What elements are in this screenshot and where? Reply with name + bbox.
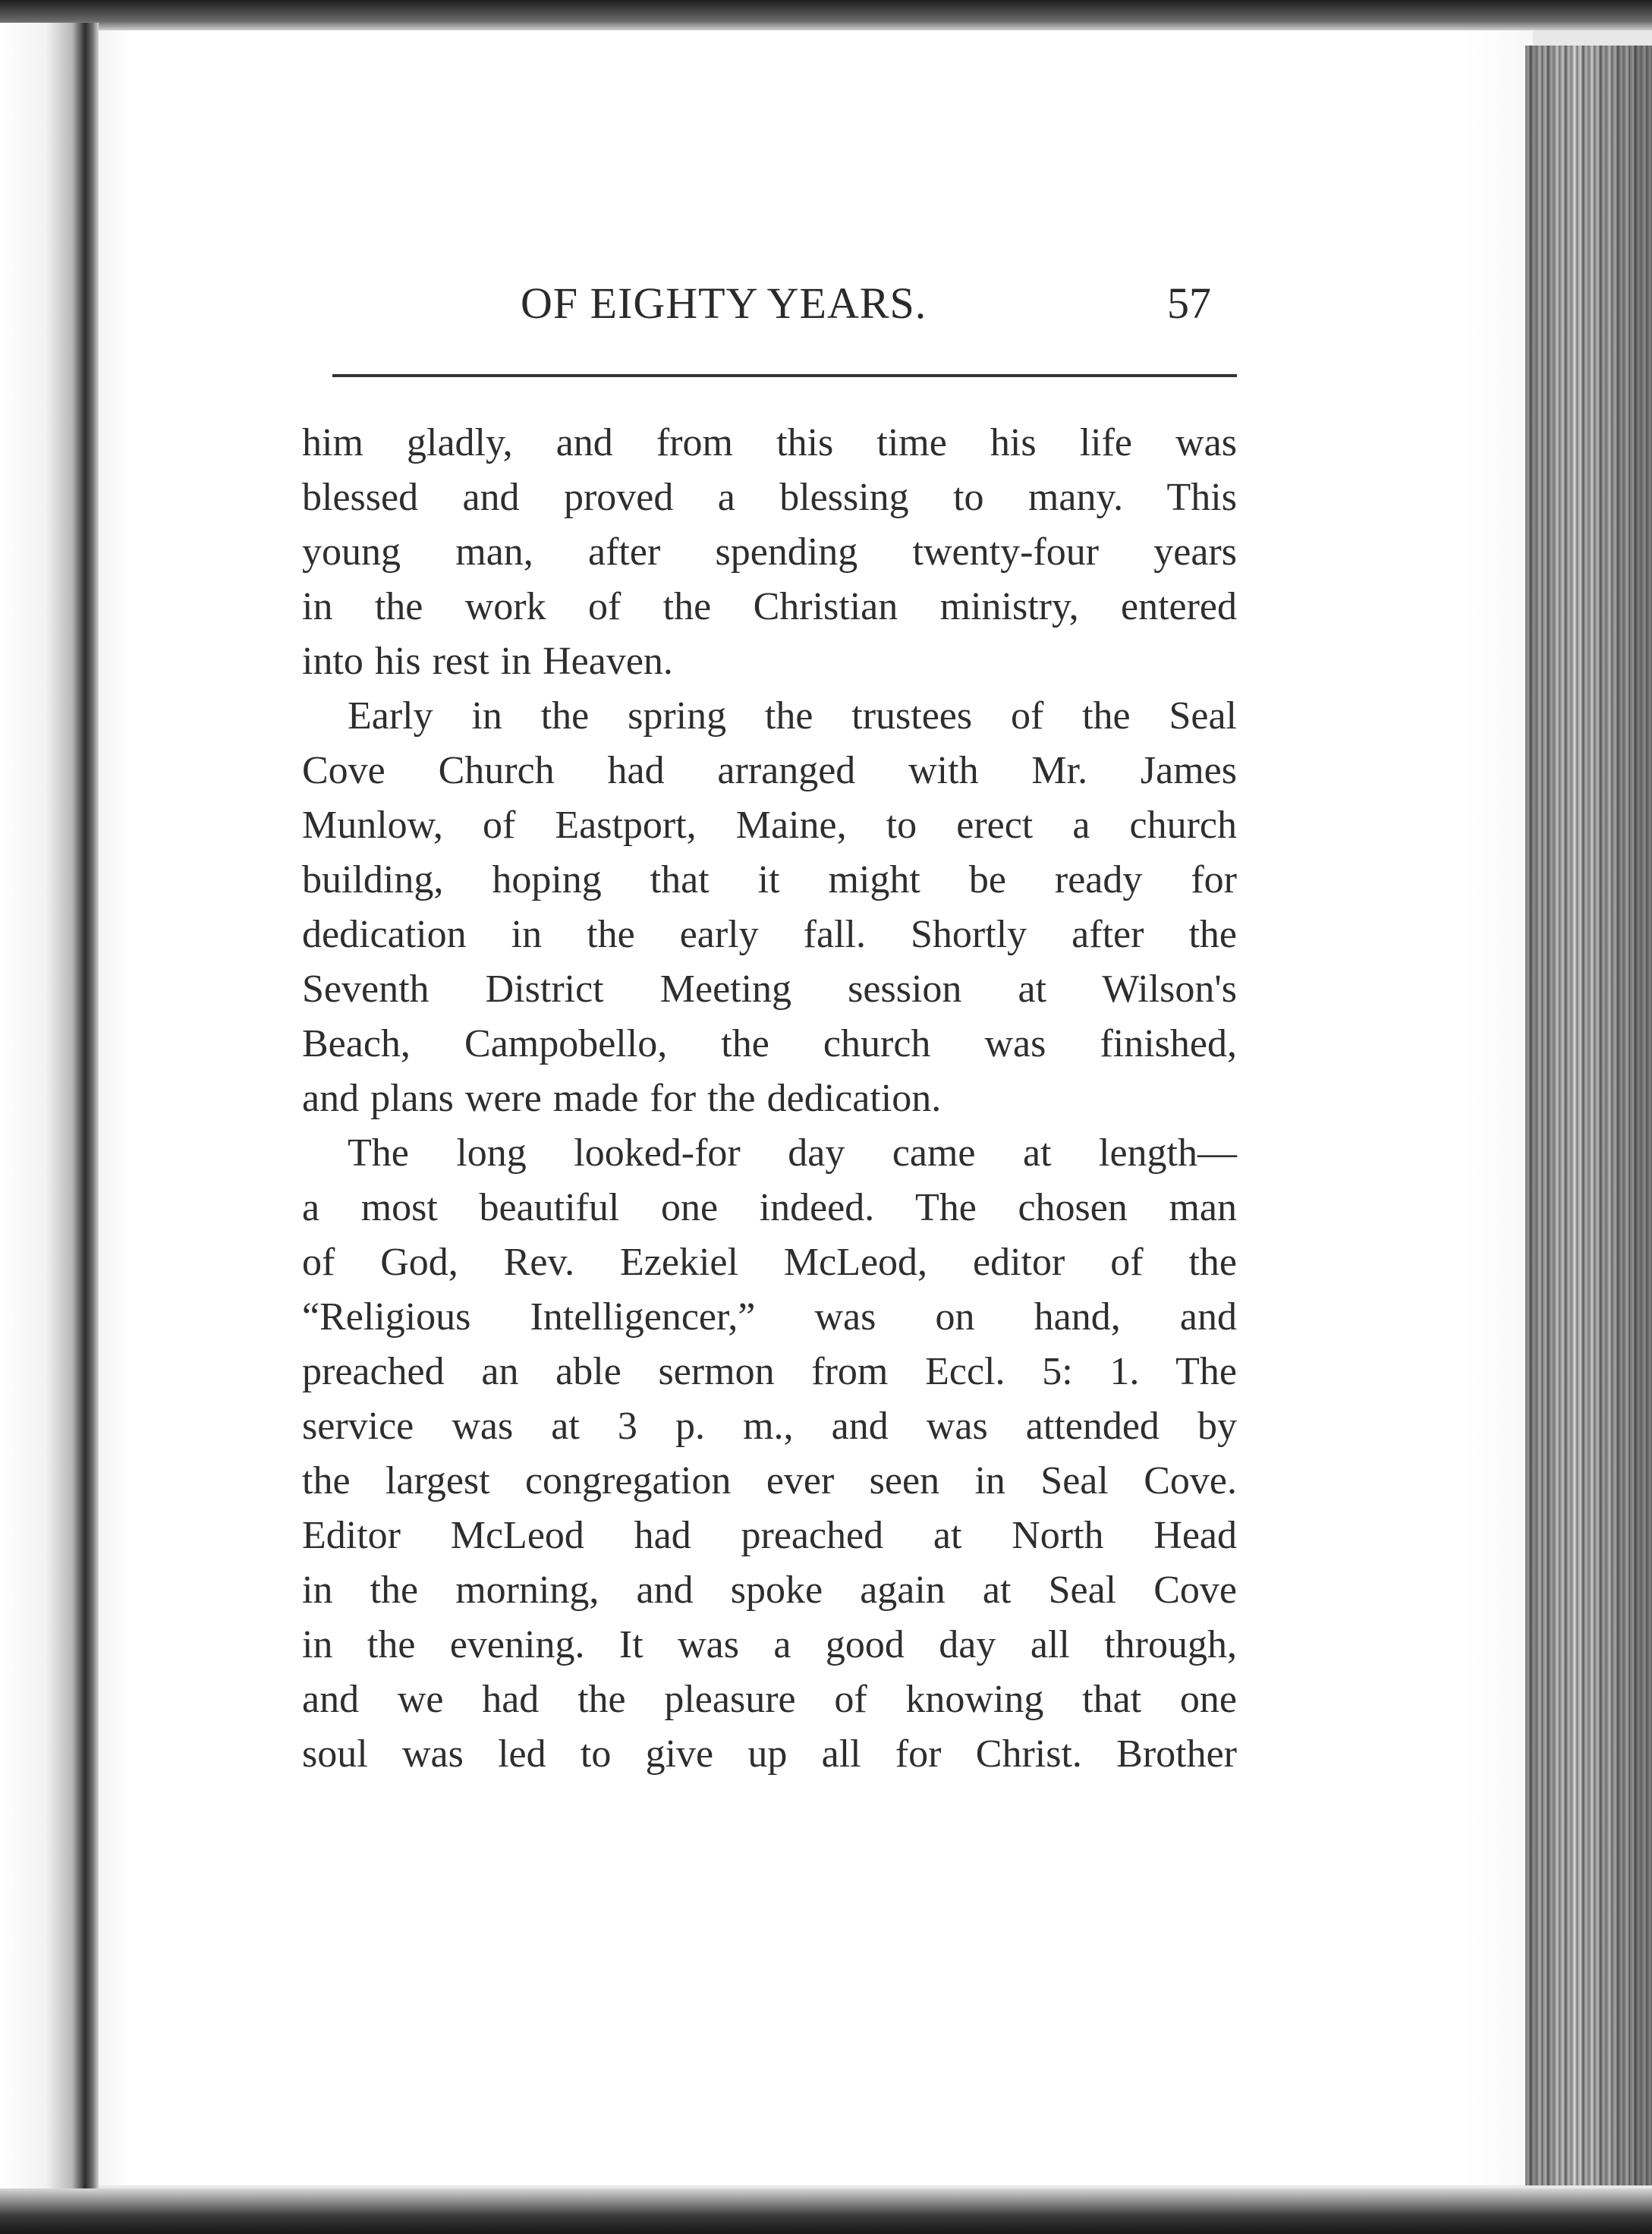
- page-number: 57: [1167, 278, 1211, 328]
- text-line: into his rest in Heaven.: [302, 640, 673, 683]
- text-line: in the morning, and spoke again at Seal Cove: [302, 1569, 1237, 1612]
- text-line: The long looked-for day came at length—: [348, 1131, 1237, 1175]
- paragraph: [302, 689, 1237, 1126]
- text-line: Seventh District Meeting session at Wilson's: [302, 968, 1237, 1011]
- text-line: service was at 3 p. m., and was attended by: [302, 1405, 1237, 1448]
- text-line: the largest congregation ever seen in Seal Cove.: [302, 1459, 1237, 1502]
- scanner-top-edge: [0, 0, 1652, 30]
- text-line: “Religious Intelligencer,” was on hand, and: [302, 1295, 1237, 1339]
- binding-gutter: [0, 23, 99, 2201]
- text-line: young man, after spending twenty-four years: [302, 530, 1237, 574]
- text-line: dedication in the early fall. Shortly after the: [302, 913, 1237, 956]
- text-line: blessed and proved a blessing to many. This: [302, 476, 1237, 519]
- paragraph: [302, 416, 1237, 689]
- text-line: him gladly, and from this time his life was: [302, 421, 1237, 464]
- text-line: in the evening. It was a good day all through,: [302, 1623, 1237, 1666]
- text-line: in the work of the Christian ministry, entered: [302, 585, 1237, 628]
- text-line: Cove Church had arranged with Mr. James: [302, 749, 1237, 792]
- text-line: Beach, Campobello, the church was finished,: [302, 1022, 1237, 1065]
- text-line: Early in the spring the trustees of the Seal: [348, 694, 1237, 738]
- text-line: building, hoping that it might be ready for: [302, 858, 1237, 901]
- text-line: and we had the pleasure of knowing that one: [302, 1678, 1237, 1721]
- paragraph: [302, 1126, 1237, 1782]
- body-text: [302, 416, 1237, 1782]
- text-line: of God, Rev. Ezekiel McLeod, editor of the: [302, 1241, 1237, 1284]
- scanner-bottom-edge: [0, 2188, 1652, 2234]
- text-line: preached an able sermon from Eccl. 5: 1. The: [302, 1350, 1237, 1393]
- text-line: and plans were made for the dedication.: [302, 1077, 942, 1120]
- running-head: OF EIGHTY YEARS.: [521, 278, 927, 328]
- header-rule: [332, 374, 1237, 377]
- text-line: a most beautiful one indeed. The chosen man: [302, 1186, 1237, 1229]
- text-line: soul was led to give up all for Christ. Brother: [302, 1732, 1237, 1776]
- text-line: Editor McLeod had preached at North Head: [302, 1514, 1237, 1557]
- page-edges-shadow: [1525, 46, 1652, 2185]
- text-line: Munlow, of Eastport, Maine, to erect a church: [302, 804, 1237, 847]
